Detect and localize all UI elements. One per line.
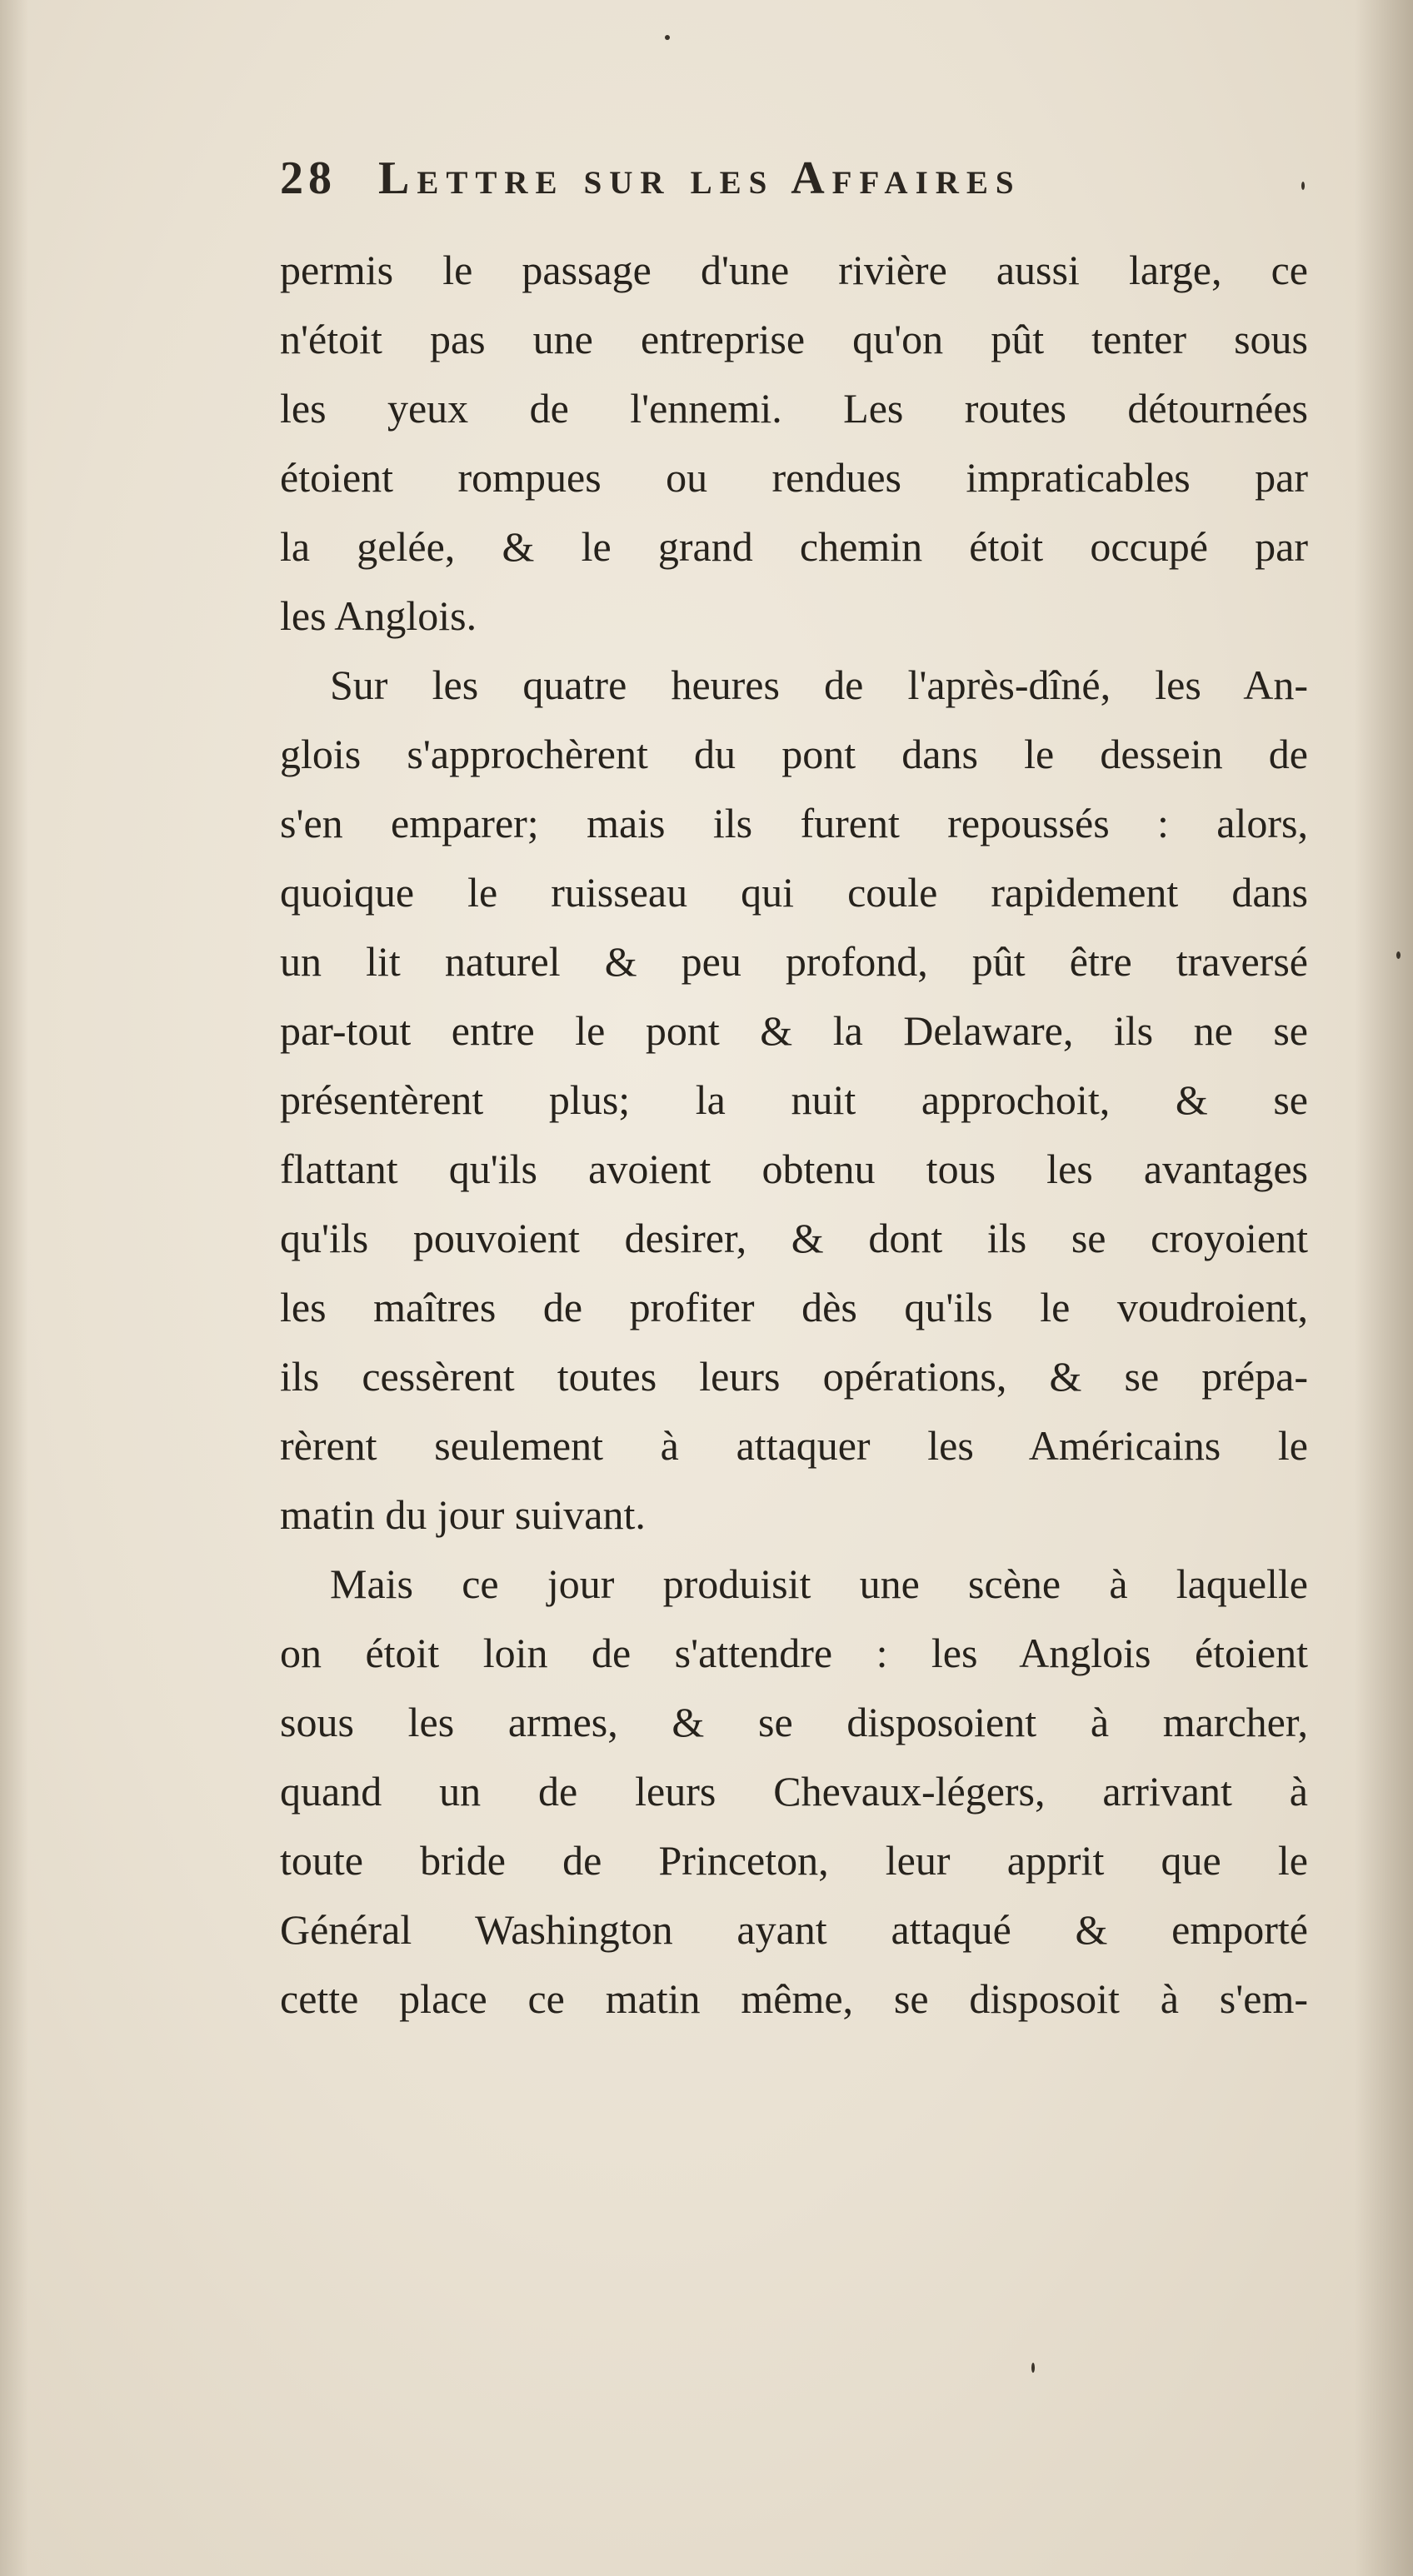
text-line: un lit naturel & peu profond, pût être traversé: [280, 938, 1308, 985]
text-line: les maîtres de profiter dès qu'ils le voudroient,: [280, 1284, 1308, 1330]
text-line: flattant qu'ils avoient obtenu tous les avantages: [280, 1146, 1308, 1192]
paper-speck: [1301, 182, 1305, 190]
text-line: rèrent seulement à attaquer les Américains le: [280, 1422, 1308, 1469]
text-line: qu'ils pouvoient desirer, & dont ils se croyoient: [280, 1215, 1308, 1261]
text-line: glois s'approchèrent du pont dans le dessein de: [280, 731, 1308, 777]
paragraph-start-line: Mais ce jour produisit une scène à laquelle: [330, 1560, 1308, 1607]
text-line: sous les armes, & se disposoient à marcher,: [280, 1699, 1308, 1745]
page-edge-shadow: [1355, 0, 1413, 2576]
text-line: Général Washington ayant attaqué & emporté: [280, 1906, 1308, 1953]
text-line: les yeux de l'ennemi. Les routes détournées: [280, 385, 1308, 432]
text-line: quoique le ruisseau qui coule rapidement dans: [280, 869, 1308, 916]
page-header: [280, 152, 1213, 227]
body-text: [280, 236, 1308, 2034]
paper-speck: [665, 35, 670, 40]
paper-speck: [1396, 951, 1401, 959]
text-line: permis le passage d'une rivière aussi large, ce: [280, 247, 1308, 293]
paragraph-start-line: Sur les quatre heures de l'après-dîné, les An-: [330, 661, 1308, 708]
running-title: Lettre sur les Affaires: [378, 152, 1021, 204]
page-gutter-shadow: [0, 0, 28, 2576]
paper-speck: [1031, 2363, 1035, 2373]
text-line: étoient rompues ou rendues impraticables par: [280, 454, 1308, 501]
page-number: 28: [280, 152, 337, 204]
text-line: la gelée, & le grand chemin étoit occupé par: [280, 523, 1308, 570]
text-line: par-tout entre le pont & la Delaware, ils ne se: [280, 1007, 1308, 1054]
text-line: on étoit loin de s'attendre : les Anglois étoient: [280, 1630, 1308, 1676]
text-line: cette place ce matin même, se disposoit à s'em-: [280, 1975, 1308, 2022]
text-line: quand un de leurs Chevaux-légers, arrivant à: [280, 1768, 1308, 1815]
text-line: présentèrent plus; la nuit approchoit, & se: [280, 1076, 1308, 1123]
text-line: s'en emparer; mais ils furent repoussés : alors,: [280, 800, 1308, 846]
text-line: matin du jour suivant.: [280, 1491, 646, 1538]
text-line: ils cessèrent toutes leurs opérations, & se prépa-: [280, 1353, 1308, 1400]
text-line: toute bride de Princeton, leur apprit que le: [280, 1837, 1308, 1884]
text-line: les Anglois.: [280, 592, 477, 639]
text-line: n'étoit pas une entreprise qu'on pût tenter sous: [280, 316, 1308, 362]
